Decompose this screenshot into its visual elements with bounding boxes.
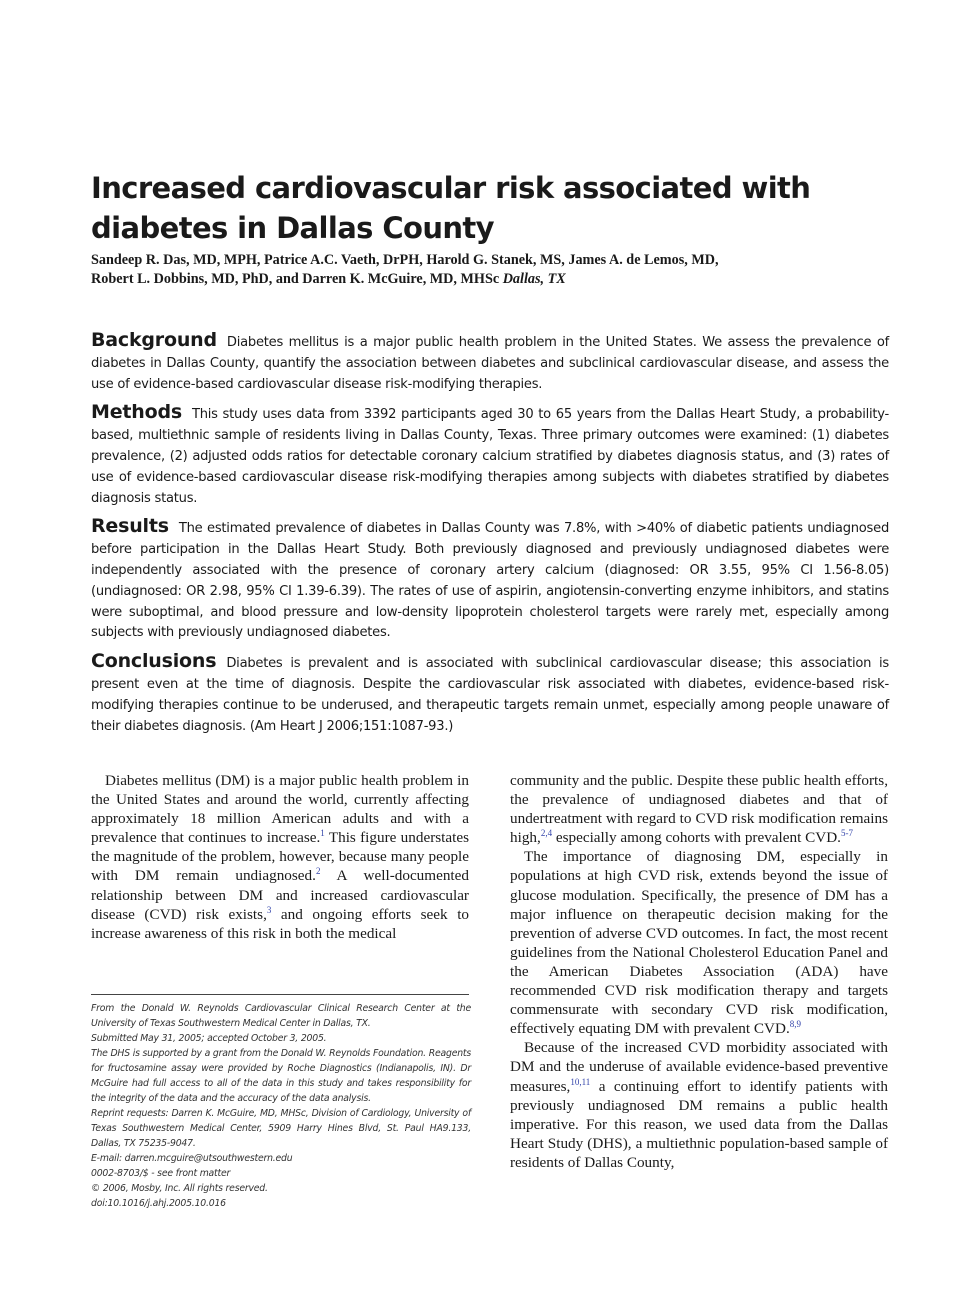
footnote-affiliation: From the Donald W. Reynolds Cardiovascular Clinical Research Center at the University of Texas Southwestern Medical Center in Dallas, TX. bbox=[91, 1003, 471, 1029]
article-title: Increased cardiovascular risk associated with diabetes in Dallas County bbox=[91, 171, 811, 245]
authors-names: Robert L. Dobbins, MD, PhD, and Darren K. McGuire, MD, MHSc bbox=[91, 271, 500, 287]
intro-paragraph-3 bbox=[510, 1038, 888, 1172]
citation-link[interactable]: 1 bbox=[320, 828, 325, 839]
body-text: a continuing effort to identify patients with previously undiagnosed DM remains a public health imperative. For this reason, we used data from the Dallas Heart Study (DHS), a multiethnic population-based sample of residents of Dallas County, bbox=[510, 1077, 888, 1171]
citation-link[interactable]: 5-7 bbox=[840, 828, 853, 839]
methods-heading: Methods bbox=[91, 401, 182, 424]
citation-link[interactable]: 10,11 bbox=[570, 1076, 591, 1087]
background-heading: Background bbox=[91, 329, 217, 351]
abstract-methods bbox=[91, 402, 889, 509]
background-text: Diabetes mellitus is a major public health problem in the United States. We assess the prevalence of diabetes in Dallas County, quantify the association between diabetes and subclinical cardiovascular disease, and assess the use of evidence-based cardiovascular disease risk-modifying therapies. bbox=[91, 335, 889, 392]
body-text: The importance of diagnosing DM, especially in populations at high CVD risk, extends beyond the issue of glucose modulation. Specifically, the presence of DM has a major influence on therapeutic decision making for the prevention of adverse CVD outcomes. In fact, the most recent guidelines from the National Cholesterol Education Panel and the American Diabetes Association (ADA) have recommended CVD risk modification therapy and targets commensurate with secondary CVD risk modification, effectively equating DM with prevalent CVD. bbox=[510, 848, 888, 1038]
body-text: Diabetes mellitus (DM) is a major public health problem in the United States and around the world, currently affecting approximately 18 million American adults and with a prevalence that continues to increase. bbox=[91, 772, 469, 847]
results-heading: Results bbox=[91, 515, 169, 538]
body-text: and ongoing efforts seek to increase awareness of this risk in both the medical bbox=[91, 905, 470, 942]
conclusions-text: Diabetes is prevalent and is associated with subclinical cardiovascular disease; this association is present even at the time of diagnosis. Despite the cardiovascular risk associated with diabetes, evidence-based risk-modifying therapies continue to be underused, and therapeutic targets remain unmet, especially among people unaware of their diabetes diagnosis. (Am Heart J 2006;151:1087-93.) bbox=[91, 656, 889, 734]
footnotes bbox=[91, 1001, 471, 1211]
author-location: Dallas, TX bbox=[502, 271, 566, 287]
intro-paragraph-1-cont bbox=[510, 771, 888, 847]
body-column-right bbox=[510, 771, 888, 1172]
footnote-dates: Submitted May 31, 2005; accepted October 3, 2005. bbox=[91, 1033, 327, 1044]
body-text: A well-documented relationship between DM and increased cardiovascular disease (CVD) risk exists, bbox=[91, 867, 469, 923]
body-text: community and the public. Despite these public health efforts, the prevalence of undiagnosed diabetes and that of undertreatment with regard to CVD risk modification remains high, bbox=[510, 772, 888, 847]
results-text: The estimated prevalence of diabetes in Dallas County was 7.8%, with >40% of diabetic patients undiagnosed before participation in the Dallas Heart Study. Both previously diagnosed and previously undiagnosed diabetes were independently associated with the presence of coronary artery calcium (diagnosed: OR 3.55, 95% CI 1.56-8.05) (undiagnosed: OR 2.98, 95% CI 1.39-6.39). The rates of use of aspirin, angiotensin-converting enzyme inhibitors, and statins were suboptimal, and blood pressure and low-density lipoprotein cholesterol targets were rarely met, especially among subjects with previously undiagnosed diabetes. bbox=[91, 521, 889, 641]
intro-paragraph-2 bbox=[510, 847, 888, 1038]
citation-link[interactable]: 3 bbox=[266, 904, 272, 915]
methods-text: This study uses data from 3392 participants aged 30 to 65 years from the Dallas Heart Study, a probability-based, multiethnic sample of residents living in Dallas County, Texas. Three primary outcomes were examined: (1) diabetes prevalence, (2) adjusted odds ratios for detectable coronary calcium stratified by diabetes diagnosis status, and (3) rates of use of evidence-based cardiovascular disease risk-modifying therapies among subjects with diabetes stratified by diabetes diagnosis status. bbox=[91, 407, 889, 506]
body-text: This figure understates the magnitude of the problem, however, because many people with DM remain undiagnosed. bbox=[91, 829, 469, 885]
body-column-left bbox=[91, 771, 469, 943]
footnote-funding: The DHS is supported by a grant from the Donald W. Reynolds Foundation. Reagents for fructosamine assay were provided by Roche Diagnostics (Indianapolis, IN). Dr McGuire had full access to all of the data in this study and takes responsibility for the integrity of the data and the accuracy of the data analysis. bbox=[91, 1048, 471, 1104]
intro-paragraph-1 bbox=[91, 771, 469, 943]
body-text: especially among cohorts with prevalent CVD. bbox=[552, 829, 841, 847]
footnote-copyright: © 2006, Mosby, Inc. All rights reserved. bbox=[91, 1183, 268, 1194]
authors-line-1: Sandeep R. Das, MD, MPH, Patrice A.C. Vaeth, DrPH, Harold G. Stanek, MS, James A. de Lemos, MD, bbox=[91, 252, 719, 268]
footnote-issn: 0002-8703/$ - see front matter bbox=[91, 1168, 231, 1179]
abstract-background bbox=[91, 330, 889, 395]
footnote-reprints: Reprint requests: Darren K. McGuire, MD, MHSc, Division of Cardiology, University of Texas Southwestern Medical Center, 5909 Harry Hines Blvd, St. Paul HA9.133, Dallas, TX 75235-9047. bbox=[91, 1108, 471, 1149]
abstract-results bbox=[91, 516, 889, 644]
conclusions-heading: Conclusions bbox=[91, 650, 217, 673]
citation-link[interactable]: 2 bbox=[315, 866, 321, 877]
author-list bbox=[91, 251, 891, 289]
footnote-email[interactable]: E-mail: darren.mcguire@utsouthwestern.edu bbox=[91, 1153, 293, 1164]
citation-link[interactable]: 8,9 bbox=[789, 1019, 802, 1030]
footnote-divider bbox=[91, 994, 469, 995]
body-text: Because of the increased CVD morbidity associated with DM and the underuse of available evidence-based preventive measures, bbox=[510, 1039, 888, 1095]
citation-link[interactable]: 2,4 bbox=[540, 828, 553, 839]
authors-line-2 bbox=[91, 270, 891, 289]
abstract bbox=[91, 330, 889, 744]
footnote-doi[interactable]: doi:10.1016/j.ahj.2005.10.016 bbox=[91, 1198, 226, 1209]
abstract-conclusions bbox=[91, 651, 889, 737]
